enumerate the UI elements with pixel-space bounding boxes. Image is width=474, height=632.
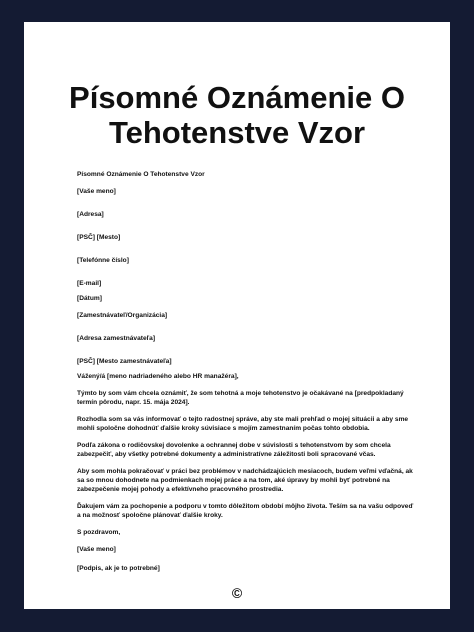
paragraph-4: Aby som mohla pokračovať v práci bez problémov v nadchádzajúcich mesiacoch, budem veľmi vďačná, ak sa so mnou dohodnete na podmienkach mojej práce a na tom, aké úpravy by mohli byť potrebné na zabezpečenie mojej pohody a efektívneho pracovného prostredia. [77, 468, 413, 493]
paragraph-2: Rozhodla som sa vás informovať o tejto radostnej správe, aby ste mali prehľad o mojej situácii a aby sme mohli spoločne dohodnúť ďalšie kroky súvisiace s mojím zamestnaním počas tohto obdobia. [77, 416, 409, 432]
sender-address: [Adresa] [77, 211, 104, 218]
title-line-2: Tehotenstve Vzor [108, 115, 366, 150]
letter-date: [Dátum] [77, 295, 102, 302]
sender-phone: [Telefónne číslo] [77, 257, 129, 264]
sender-email: [E-mail] [77, 280, 102, 287]
employer-address: [Adresa zamestnávateľa] [77, 335, 156, 342]
paragraph-1: Týmto by som vám chcela oznámiť, že som tehotná a moje tehotenstvo je očakávané na [predpokladaný termín pôrodu, napr. 15. mája 2024]. [77, 390, 404, 406]
sender-name: [Vaše meno] [77, 188, 116, 195]
document-page [24, 22, 450, 609]
paragraph-5: Ďakujem vám za pochopenie a podporu v tomto dôležitom období môjho života. Teším sa na vašu odpoveď a na možnosť spoločne plánovať ďalšie kroky. [77, 503, 414, 519]
sender-zip-city: [PSČ] [Mesto] [77, 234, 121, 241]
closing: S pozdravom, [77, 529, 121, 536]
employer-name: [Zamestnávateľ/Organizácia] [77, 312, 168, 319]
document-title [24, 80, 450, 150]
copyright-icon: © [231, 585, 243, 601]
employer-zip-city: [PSČ] [Mesto zamestnávateľa] [77, 358, 172, 365]
paragraph-3: Podľa zákona o rodičovskej dovolenke a ochrannej dobe v súvislosti s tehotenstvom by som chcela zabezpečiť, aby všetky potrebné dokumenty a administratívne záležitosti boli spracované včas. [77, 442, 391, 458]
letter-heading: Písomné Oznámenie O Tehotenstve Vzor [77, 171, 205, 178]
title-line-1: Písomné Oznámenie O [69, 80, 405, 115]
letter-body [77, 170, 417, 573]
salutation: Vážený/á [meno nadriadeného alebo HR manažéra], [77, 373, 239, 380]
closing-name: [Vaše meno] [77, 546, 116, 553]
signature-placeholder: [Podpis, ak je to potrebné] [77, 565, 160, 572]
